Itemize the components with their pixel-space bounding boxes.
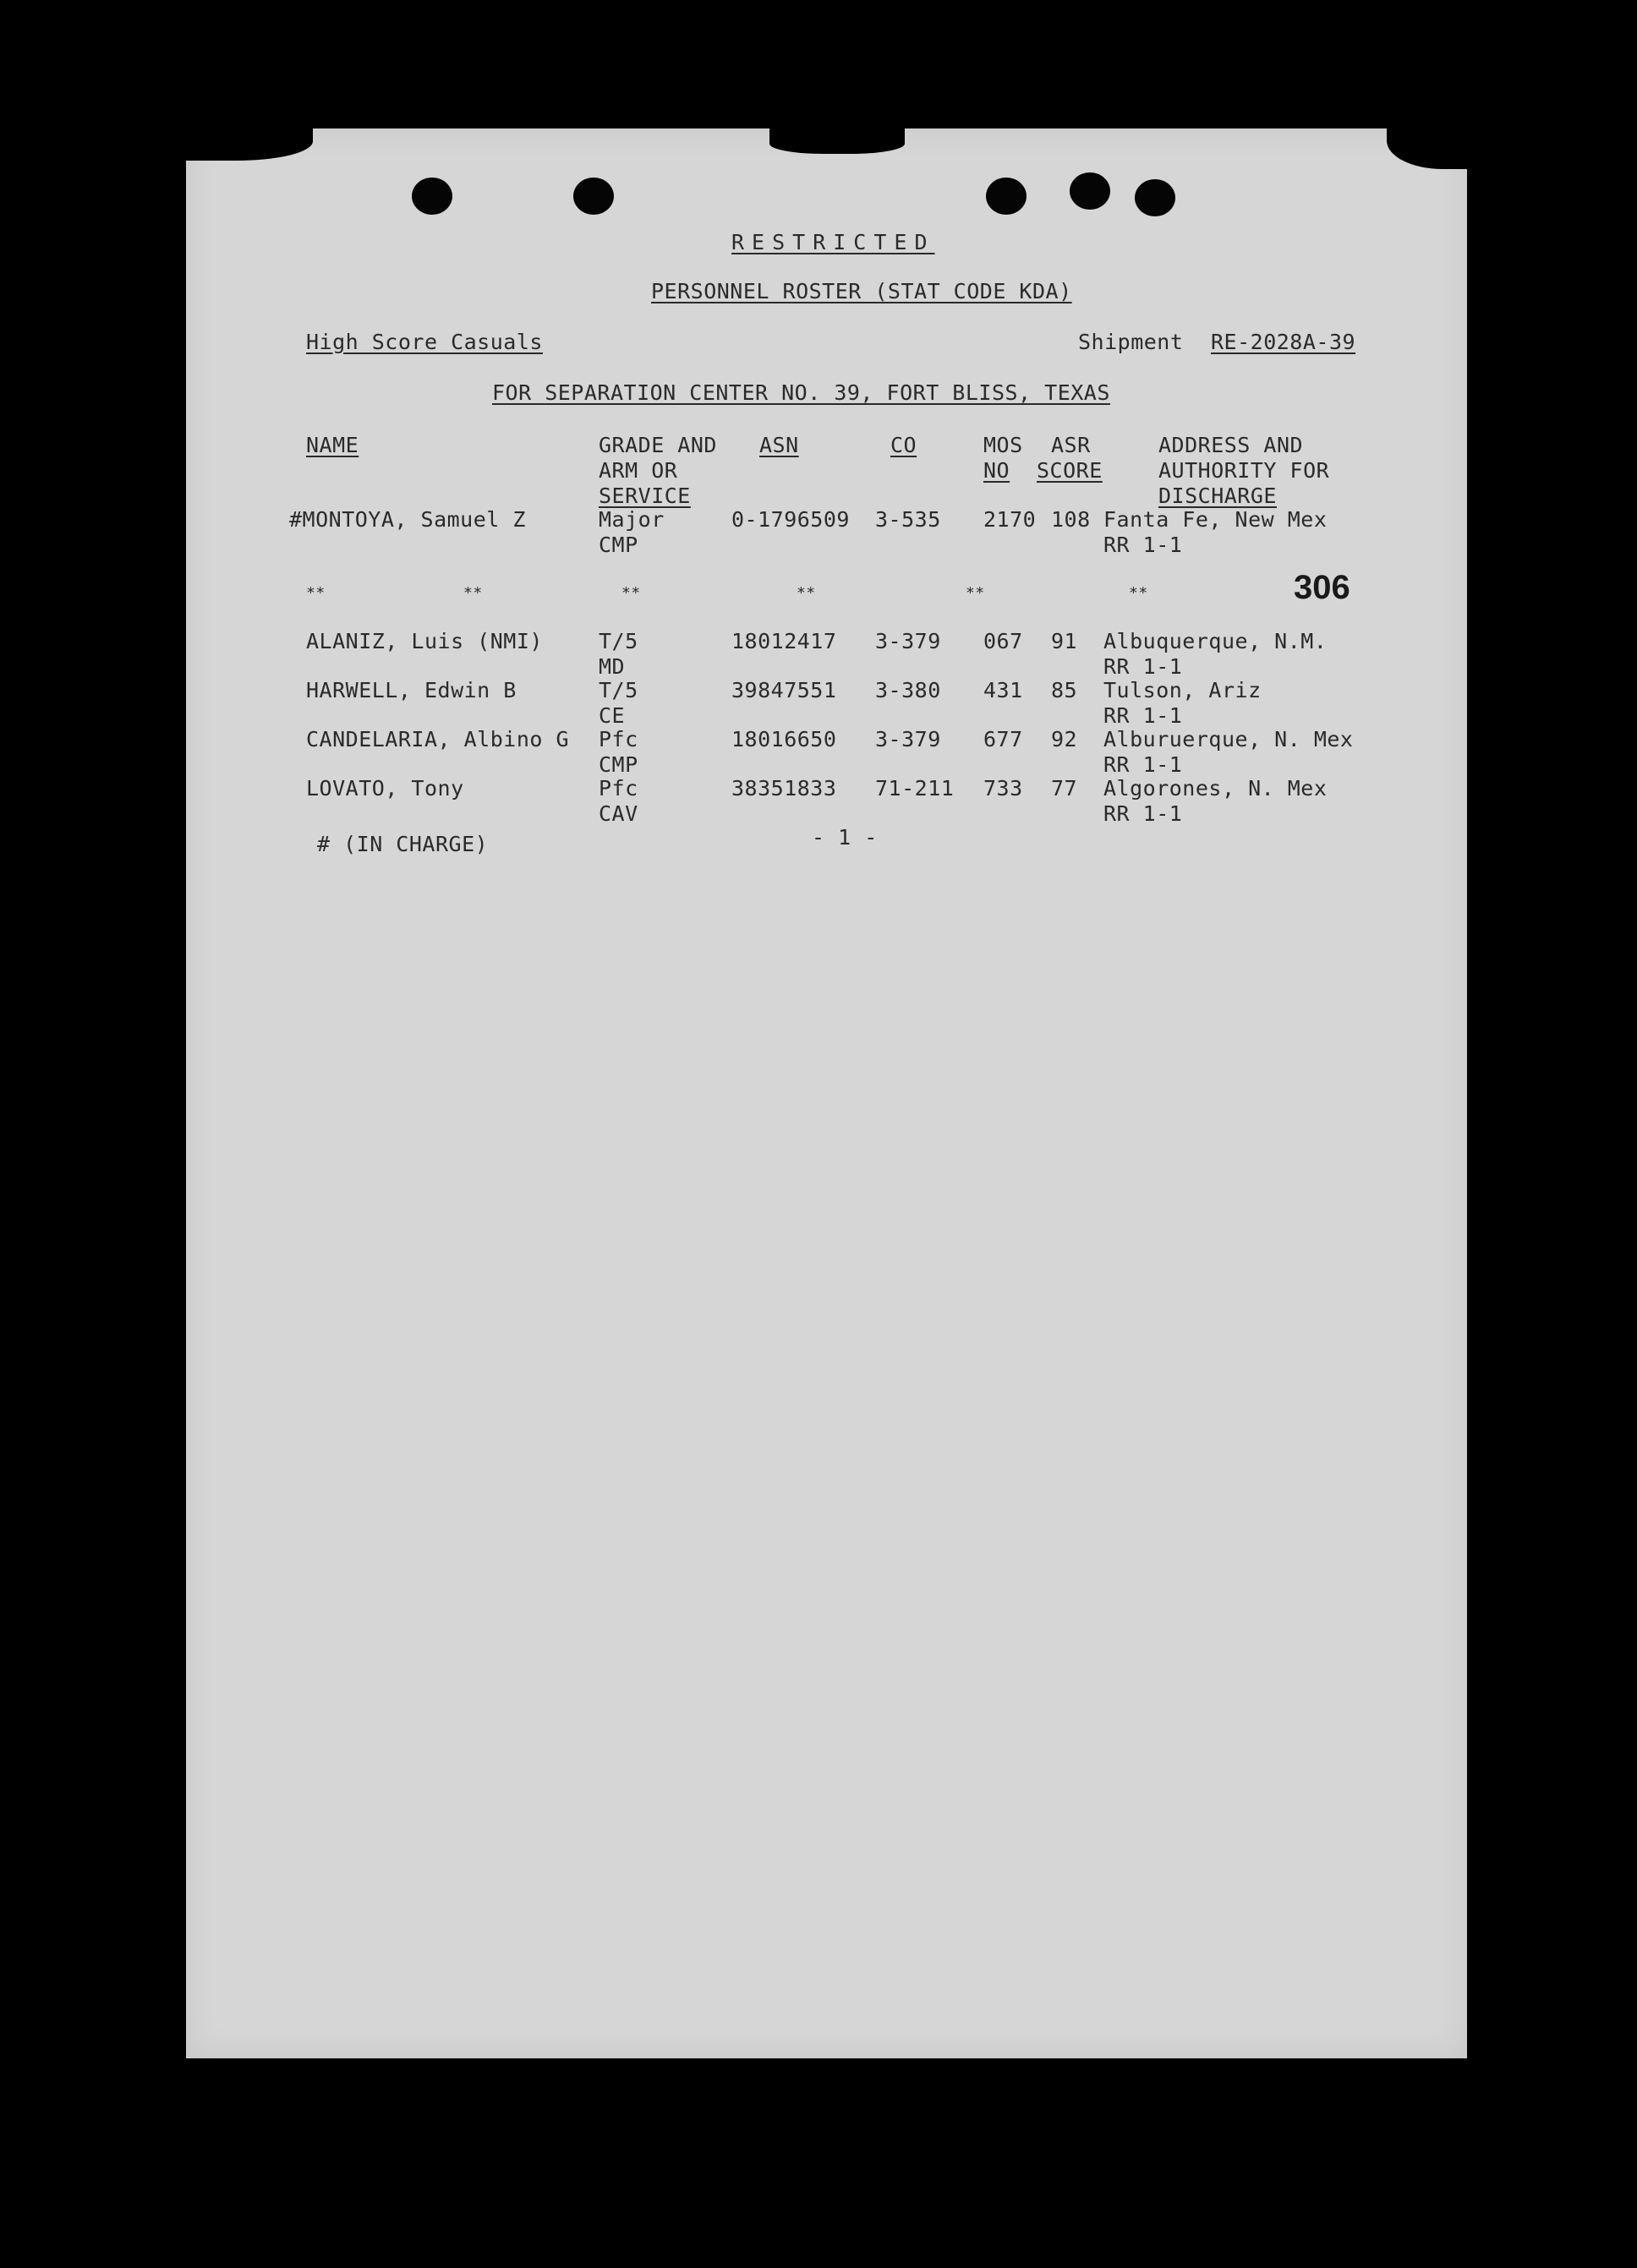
row-grade: T/5: [599, 678, 638, 702]
row-grade: T/5: [599, 629, 638, 653]
row-mos: 067: [983, 629, 1023, 653]
row-grade: Pfc: [599, 727, 638, 751]
col-name-header: NAME: [306, 433, 359, 457]
col-co-header: CO: [890, 433, 917, 457]
row-address: Fanta Fe, New Mex: [1103, 507, 1328, 532]
page-number: - 1 -: [812, 825, 878, 850]
restricted-heading: RESTRICTED: [731, 230, 935, 254]
row-mos: 431: [983, 678, 1023, 702]
separator-mark: **: [621, 584, 641, 602]
punch-hole: [1135, 179, 1175, 216]
row-name: HARWELL, Edwin B: [306, 678, 517, 702]
col-grade-header-2: ARM OR: [599, 458, 678, 483]
shipment-label: Shipment: [1078, 330, 1184, 354]
row-arm: CMP: [599, 533, 638, 557]
row-address: Alburuerque, N. Mex: [1103, 727, 1354, 751]
col-address-header-2: AUTHORITY FOR: [1158, 458, 1330, 483]
roster-title: PERSONNEL ROSTER (STAT CODE KDA): [651, 279, 1072, 303]
row-mos: 2170: [983, 507, 1037, 532]
punch-hole: [573, 178, 614, 215]
row-name: CANDELARIA, Albino G: [306, 727, 570, 751]
row-co: 3-380: [875, 678, 941, 702]
col-address-header-3: DISCHARGE: [1158, 484, 1277, 508]
col-grade-header-3: SERVICE: [599, 484, 691, 508]
punch-hole: [412, 178, 452, 215]
separator-mark: **: [306, 584, 326, 602]
row-authority: RR 1-1: [1103, 533, 1183, 557]
row-co: 71-211: [875, 776, 955, 801]
torn-edge-left: [186, 128, 313, 161]
in-charge-note: # (IN CHARGE): [317, 832, 489, 856]
punch-hole: [1070, 172, 1110, 210]
row-asn: 18012417: [731, 629, 837, 653]
group-label: High Score Casuals: [306, 330, 543, 354]
col-grade-header-1: GRADE AND: [599, 433, 717, 457]
separator-mark: **: [966, 584, 985, 602]
col-asr-header-1: ASR: [1051, 433, 1091, 457]
row-arm: CAV: [599, 801, 638, 826]
row-asn: 39847551: [731, 678, 837, 702]
col-mos-header-1: MOS: [983, 433, 1023, 457]
row-authority: RR 1-1: [1103, 654, 1183, 679]
row-authority: RR 1-1: [1103, 703, 1183, 728]
row-co: 3-379: [875, 629, 941, 653]
row-authority: RR 1-1: [1103, 752, 1183, 777]
row-co: 3-379: [875, 727, 941, 751]
col-asr-header-2: SCORE: [1037, 458, 1103, 483]
row-asr: 92: [1051, 727, 1078, 751]
row-asn: 0-1796509: [731, 507, 850, 532]
torn-edge-center: [769, 128, 905, 154]
row-name: LOVATO, Tony: [306, 776, 464, 801]
row-asr: 108: [1051, 507, 1091, 532]
row-mos: 733: [983, 776, 1023, 801]
col-asn-header: ASN: [759, 433, 799, 457]
row-address: Albuquerque, N.M.: [1103, 629, 1328, 653]
row-co: 3-535: [875, 507, 941, 532]
document-page: [186, 128, 1467, 2058]
row-arm: CMP: [599, 752, 638, 777]
page-stamp-number: 306: [1294, 569, 1350, 606]
row-arm: MD: [599, 654, 626, 679]
col-address-header-1: ADDRESS AND: [1158, 433, 1304, 457]
row-arm: CE: [599, 703, 626, 728]
row-asr: 77: [1051, 776, 1078, 801]
separator-mark: **: [1129, 584, 1148, 602]
destination-line: FOR SEPARATION CENTER NO. 39, FORT BLISS, TEXAS: [492, 380, 1110, 405]
row-address: Algorones, N. Mex: [1103, 776, 1328, 801]
row-address: Tulson, Ariz: [1103, 678, 1262, 702]
row-authority: RR 1-1: [1103, 801, 1183, 826]
torn-edge-right: [1387, 128, 1467, 169]
row-asn: 18016650: [731, 727, 837, 751]
separator-mark: **: [797, 584, 816, 602]
row-mos: 677: [983, 727, 1023, 751]
shipment-number: RE-2028A-39: [1211, 330, 1356, 354]
punch-hole: [986, 178, 1027, 215]
row-name: ALANIZ, Luis (NMI): [306, 629, 543, 653]
row-asr: 91: [1051, 629, 1078, 653]
row-asn: 38351833: [731, 776, 837, 801]
row-grade: Major: [599, 507, 665, 532]
row-asr: 85: [1051, 678, 1078, 702]
col-mos-header-2: NO: [983, 458, 1010, 483]
row-name: #MONTOYA, Samuel Z: [289, 507, 526, 532]
separator-mark: **: [463, 584, 483, 602]
row-grade: Pfc: [599, 776, 638, 801]
